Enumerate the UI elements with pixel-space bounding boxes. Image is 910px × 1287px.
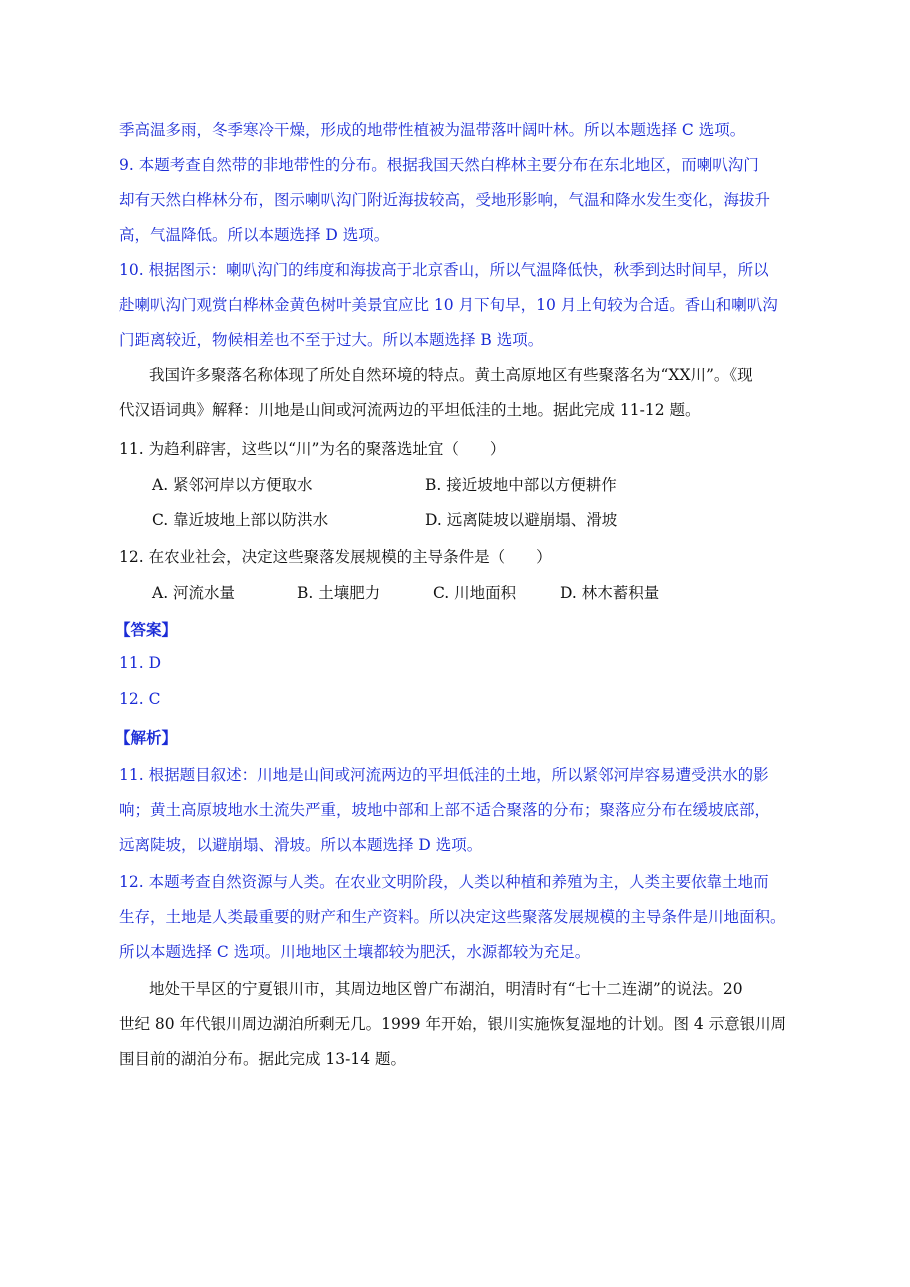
question-11-option-c: C. 靠近坡地上部以防洪水 [152, 511, 329, 529]
question-12-option-d: D. 林木蓄积量 [560, 584, 660, 602]
question-12-option-a: A. 河流水量 [152, 584, 236, 602]
explanation-9-line-3: 高，气温降低。所以本题选择 D 选项。 [119, 226, 390, 244]
question-11-stem: 11. 为趋利辟害，这些以“川”为名的聚落选址宜（ ） [119, 440, 506, 458]
intro-11-12-line-1: 我国许多聚落名称体现了所处自然环境的特点。黄土高原地区有些聚落名为“XX川”。《现 [149, 366, 753, 384]
answer-heading: 【答案】 [115, 620, 178, 639]
question-11-option-a: A. 紧邻河岸以方便取水 [152, 476, 313, 494]
intro-13-14-line-3: 围目前的湖泊分布。据此完成 13-14 题。 [119, 1050, 407, 1068]
explanation-9-line-2: 却有天然白桦林分布，图示喇叭沟门附近海拔较高，受地形影响，气温和降水发生变化，海拔升 [119, 191, 771, 209]
explanation-8-tail: 季高温多雨，冬季寒冷干燥，形成的地带性植被为温带落叶阔叶林。所以本题选择 C 选项。 [119, 121, 746, 139]
question-12-option-b: B. 土壤肥力 [297, 584, 381, 602]
intro-11-12-line-2: 代汉语词典》解释：川地是山间或河流两边的平坦低洼的土地。据此完成 11-12 题。 [119, 401, 701, 419]
intro-13-14-line-1: 地处干旱区的宁夏银川市，其周边地区曾广布湖泊，明清时有“七十二连湖”的说法。20 [149, 980, 743, 998]
answer-12: 12. C [119, 690, 161, 708]
analysis-11-line-1: 11. 根据题目叙述：川地是山间或河流两边的平坦低洼的土地，所以紧邻河岸容易遭受洪水的影 [119, 766, 769, 784]
analysis-11-line-2: 响；黄土高原坡地水土流失严重，坡地中部和上部不适合聚落的分布；聚落应分布在缓坡底部， [119, 801, 771, 819]
question-11-option-b: B. 接近坡地中部以方便耕作 [425, 476, 617, 494]
explanation-10-line-3: 门距离较近，物候相差也不至于过大。所以本题选择 B 选项。 [119, 331, 544, 349]
question-12-option-c: C. 川地面积 [433, 584, 517, 602]
analysis-12-line-2: 生存，土地是人类最重要的财产和生产资料。所以决定这些聚落发展规模的主导条件是川地面积。 [119, 908, 786, 926]
explanation-10-line-2: 赴喇叭沟门观赏白桦林金黄色树叶美景宜应比 10 月下旬早，10 月上旬较为合适。香山和喇叭沟 [119, 296, 778, 314]
explanation-10-line-1: 10. 根据图示：喇叭沟门的纬度和海拔高于北京香山，所以气温降低快，秋季到达时间早，所以 [119, 261, 769, 279]
intro-13-14-line-2: 世纪 80 年代银川周边湖泊所剩无几。1999 年开始，银川实施恢复湿地的计划。图 4 示意银川周 [119, 1015, 787, 1033]
analysis-12-line-1: 12. 本题考查自然资源与人类。在农业文明阶段，人类以种植和养殖为主，人类主要依靠土地而 [119, 873, 769, 891]
analysis-heading: 【解析】 [115, 728, 178, 747]
explanation-9-line-1: 9. 本题考查自然带的非地带性的分布。根据我国天然白桦林主要分布在东北地区，而喇叭沟门 [119, 156, 759, 174]
analysis-12-line-3: 所以本题选择 C 选项。川地地区土壤都较为肥沃，水源都较为充足。 [119, 943, 591, 961]
question-12-stem: 12. 在农业社会，决定这些聚落发展规模的主导条件是（ ） [119, 548, 552, 566]
answer-11: 11. D [119, 654, 162, 672]
question-11-option-d: D. 远离陡坡以避崩塌、滑坡 [425, 511, 618, 529]
analysis-11-line-3: 远离陡坡，以避崩塌、滑坡。所以本题选择 D 选项。 [119, 836, 483, 854]
